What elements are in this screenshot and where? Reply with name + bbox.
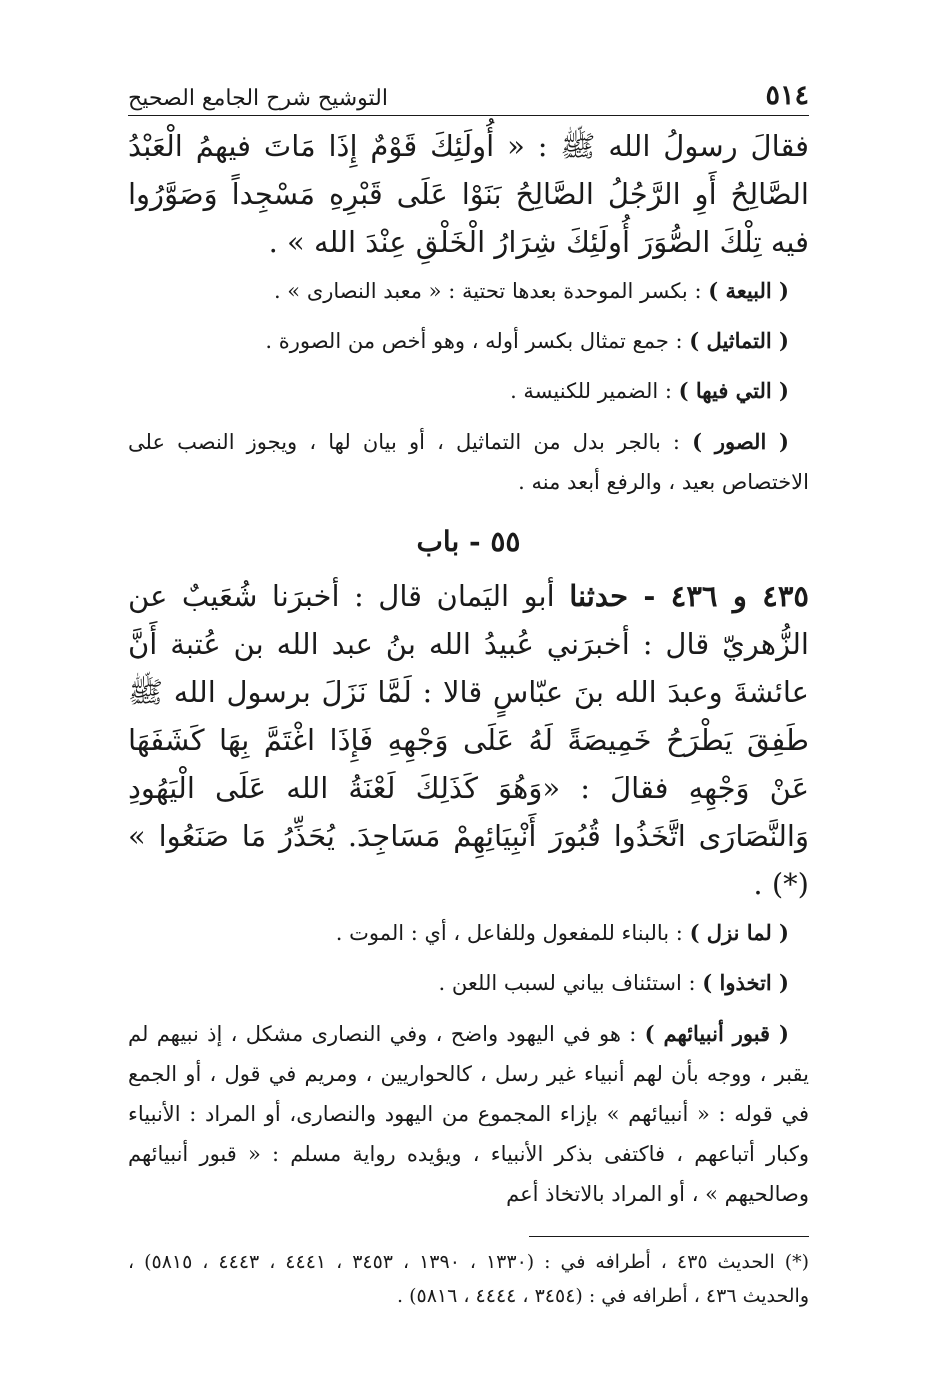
hadith-number: ٤٣٥ و ٤٣٦ - حدثنا: [569, 579, 809, 613]
note-bayah: [128, 266, 809, 316]
hadith-text: أبو اليَمان قال : أخبرَنا شُعَيبٌ عن الزُّهريّ قال : أخبرَني عُبيدُ الله بنُ عبد الله بن عُتبة أَنَّ عائشةَ وعبدَ الله بنَ عبّاسٍ قالا : لَمَّا نَزَلَ برسول الله ﷺ طَفِقَ يَطْرَحُ خَمِيصَةً لَهُ عَلَى وَجْهِهِ فَإِذَا اغْتَمَّ بِهَا كَشَفَهَا عَنْ وَجْهِهِ فقالَ : «وَهُوَ كَذَلِكَ لَعْنَةُ الله عَلَى الْيَهُودِ وَالنَّصَارَى اتَّخَذُوا قُبُورَ أَنْبِيَائِهِمْ مَسَاجِدَ. يُحَذِّرُ مَا صَنَعُوا » (*) .: [128, 579, 809, 901]
note-text: : بكسر الموحدة بعدها تحتية : « معبد النصارى » .: [273, 279, 709, 303]
page-number: ٥١٤: [765, 80, 809, 111]
note-term: ( التي فيها ): [678, 378, 789, 403]
footnote: (*) الحديث ٤٣٥ ، أطرافه في : (١٣٣٠ ، ١٣٩٠ ، ٣٤٥٣ ، ٤٤٤١ ، ٤٤٤٣ ، ٥٨١٥) ، والحديث ٤٣٦ ، أطرافه في : (٣٤٥٤ ، ٤٤٤٤ ، ٥٨١٦) .: [128, 1251, 810, 1307]
note-qubur: [128, 1014, 809, 1214]
note-tamathil: [128, 316, 809, 366]
note-text: : بالبناء للمفعول وللفاعل ، أي : الموت .: [335, 921, 690, 945]
page-header: [128, 78, 809, 116]
note-suwar: [128, 422, 809, 502]
hadith-continuation: فقالَ رسولُ الله ﷺ : « أُولَئِكَ قَوْمٌ إِذَا مَاتَ فيهمُ الْعَبْدُ الصَّالِحُ أَوِ الرَّجُلُ الصَّالِحُ بَنَوْا عَلَى قَبْرِهِ مَسْجِداً وَصَوَّرُوا فيه تِلْكَ الصُّوَرَ أُولَئِكَ شِرَارُ الْخَلْقِ عِنْدَ الله » .: [128, 129, 809, 259]
note-ittakhadhu: [128, 958, 809, 1008]
hadith-main: [128, 572, 809, 908]
note-text: : بالجر بدل من التماثيل ، أو بيان لها ، ويجوز النصب على الاختصاص بعيد ، والرفع أبعد منه .: [128, 430, 809, 494]
note-term: ( اتخذوا ): [702, 970, 789, 995]
note-text: : الضمير للكنيسة .: [510, 379, 679, 403]
running-title: التوشيح شرح الجامع الصحيح: [128, 86, 388, 111]
note-text: : هو في اليهود واضح ، وفي النصارى مشكل ، إذ نبيهم لم يقبر ، ووجه بأن لهم أنبياء غير رسل ، كالحواريين ، ومريم في قول ، أو الجمع في قوله : « أنبيائهم » بإزاء المجموع من اليهود والنصارى، أو المراد : الأنبياء وكبار أتباعهم ، فاكتفى بذكر الأنبياء ، ويؤيده رواية مسلم : « قبور أنبيائهم وصالحيهم » ، أو المراد بالاتخاذ أعم: [128, 1022, 809, 1206]
note-term: ( لما نزل ): [689, 920, 789, 945]
chapter-heading: ٥٥ - باب: [416, 525, 521, 558]
note-lamma-nazala: [128, 908, 809, 958]
note-term: ( التماثيل ): [689, 328, 789, 353]
note-term: ( البيعة ): [708, 278, 789, 303]
note-text: : جمع تمثال بكسر أوله ، وهو أخص من الصورة .: [265, 329, 690, 353]
footnote-divider: [529, 1236, 809, 1237]
note-text: : استئناف بياني لسبب اللعن .: [438, 971, 703, 995]
note-term: ( قبور أنبيائهم ): [644, 1021, 789, 1046]
note-term: ( الصور ): [692, 429, 789, 454]
note-allati-fiha: [128, 366, 809, 416]
